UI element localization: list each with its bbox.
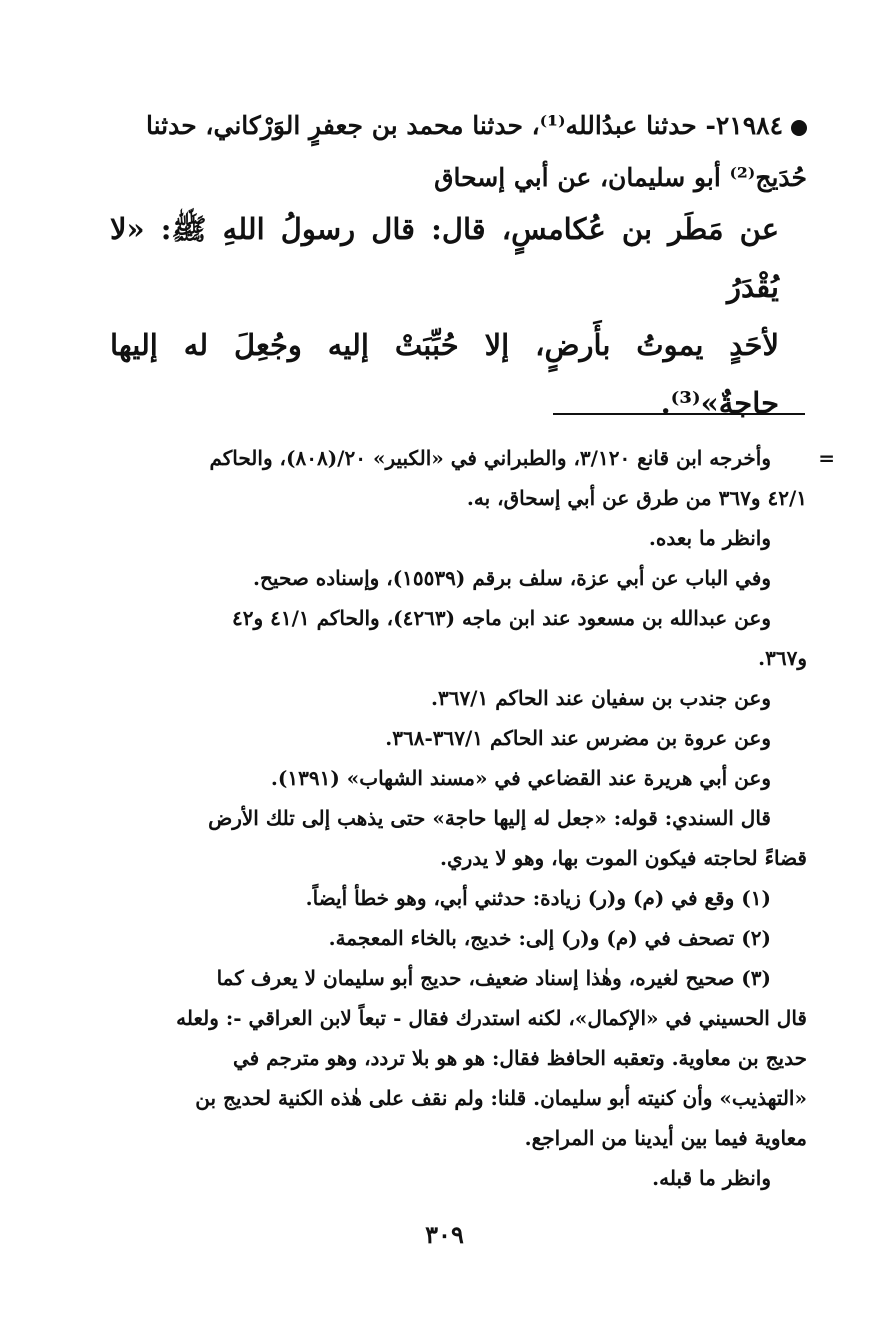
page-number: ٣٠٩: [425, 1220, 464, 1249]
matn-line-1: عن مَطَر بن عُكامسٍ، قال: قال رسولُ اللهِ ﷺ: «لا يُقْدَرُ: [110, 212, 779, 304]
footnote-line: وعن جندب بن سفيان عند الحاكم ٣٦٧/١.: [430, 686, 771, 710]
footnotes: [110, 438, 835, 1198]
footnote-1: (١) وقع في (م) و(ر) زيادة: حدثني أبي، وهو خطأ أيضاً.: [305, 886, 771, 910]
matn-line-2: لأحَدٍ يموتُ بأَرضٍ، إلا حُبِّبَتْ إليه وجُعِلَ له إليها حاجةٌ»⁽³⁾.: [110, 328, 779, 420]
footnote-line: وعن عبدالله بن مسعود عند ابن ماجه (٤٢٦٣)، والحاكم ٤١/١ و٤٢: [231, 606, 771, 630]
footnote-line: «التهذيب» وأن كنيته أبو سليمان. قلنا: ولم نقف على هٰذه الكنية لحديج بن: [195, 1086, 807, 1110]
footnote-line: قال الحسيني في «الإكمال»، لكنه استدرك فقال - تبعاً لابن العراقي -: ولعله: [176, 1006, 807, 1030]
footnote-line: وانظر ما بعده.: [648, 526, 771, 550]
footnote-text: وأخرجه ابن قانع ٣/١٢٠، والطبراني في «الكبير» ٢٠/(٨٠٨)، والحاكم: [209, 446, 771, 470]
hadith-isnad: [110, 100, 807, 204]
footnote-line: وعن عروة بن مضرس عند الحاكم ٣٦٧/١-٣٦٨.: [385, 726, 771, 750]
footnote-line: وعن أبي هريرة عند القضاعي في «مسند الشهاب» (١٣٩١).: [270, 766, 771, 790]
footnote-line: حديج بن معاوية. وتعقبه الحافظ فقال: هو هو بلا تردد، وهو مترجم في: [232, 1046, 807, 1070]
isnad-text-1: ٢١٩٨٤- حدثنا عبدُالله⁽¹⁾، حدثنا محمد بن جعفرٍ الوَرْكاني، حدثنا: [146, 111, 783, 140]
footnote-line: وفي الباب عن أبي عزة، سلف برقم (١٥٥٣٩)، وإسناده صحيح.: [253, 566, 771, 590]
footnote-line: قضاءً لحاجته فيكون الموت بها، وهو لا يدري.: [439, 846, 807, 870]
hadith-matn: [110, 200, 779, 432]
footnote-line: ٤٢/١ و٣٦٧ من طرق عن أبي إسحاق، به.: [466, 486, 807, 510]
footnote-line: قال السندي: قوله: «جعل له إليها حاجة» حتى يذهب إلى تلك الأرض: [208, 806, 771, 830]
continuation-marker: =: [818, 446, 835, 470]
bullet-icon: [791, 120, 807, 136]
isnad-line-1: [110, 100, 807, 152]
footnote-2: (٢) تصحف في (م) و(ر) إلى: خديج، بالخاء المعجمة.: [328, 926, 771, 950]
footnote-line: و٣٦٧.: [758, 646, 807, 670]
footnote-line: وانظر ما قبله.: [652, 1166, 771, 1190]
footnote-separator: [553, 413, 805, 415]
isnad-line-2: حُدَيج⁽²⁾ أبو سليمان، عن أبي إسحاق: [434, 163, 807, 192]
footnote-3: (٣) صحيح لغيره، وهٰذا إسناد ضعيف، حديج أبو سليمان لا يعرف كما: [216, 966, 771, 990]
footnote-line: [110, 438, 835, 478]
footnote-line: معاوية فيما بين أيدينا من المراجع.: [524, 1126, 807, 1150]
